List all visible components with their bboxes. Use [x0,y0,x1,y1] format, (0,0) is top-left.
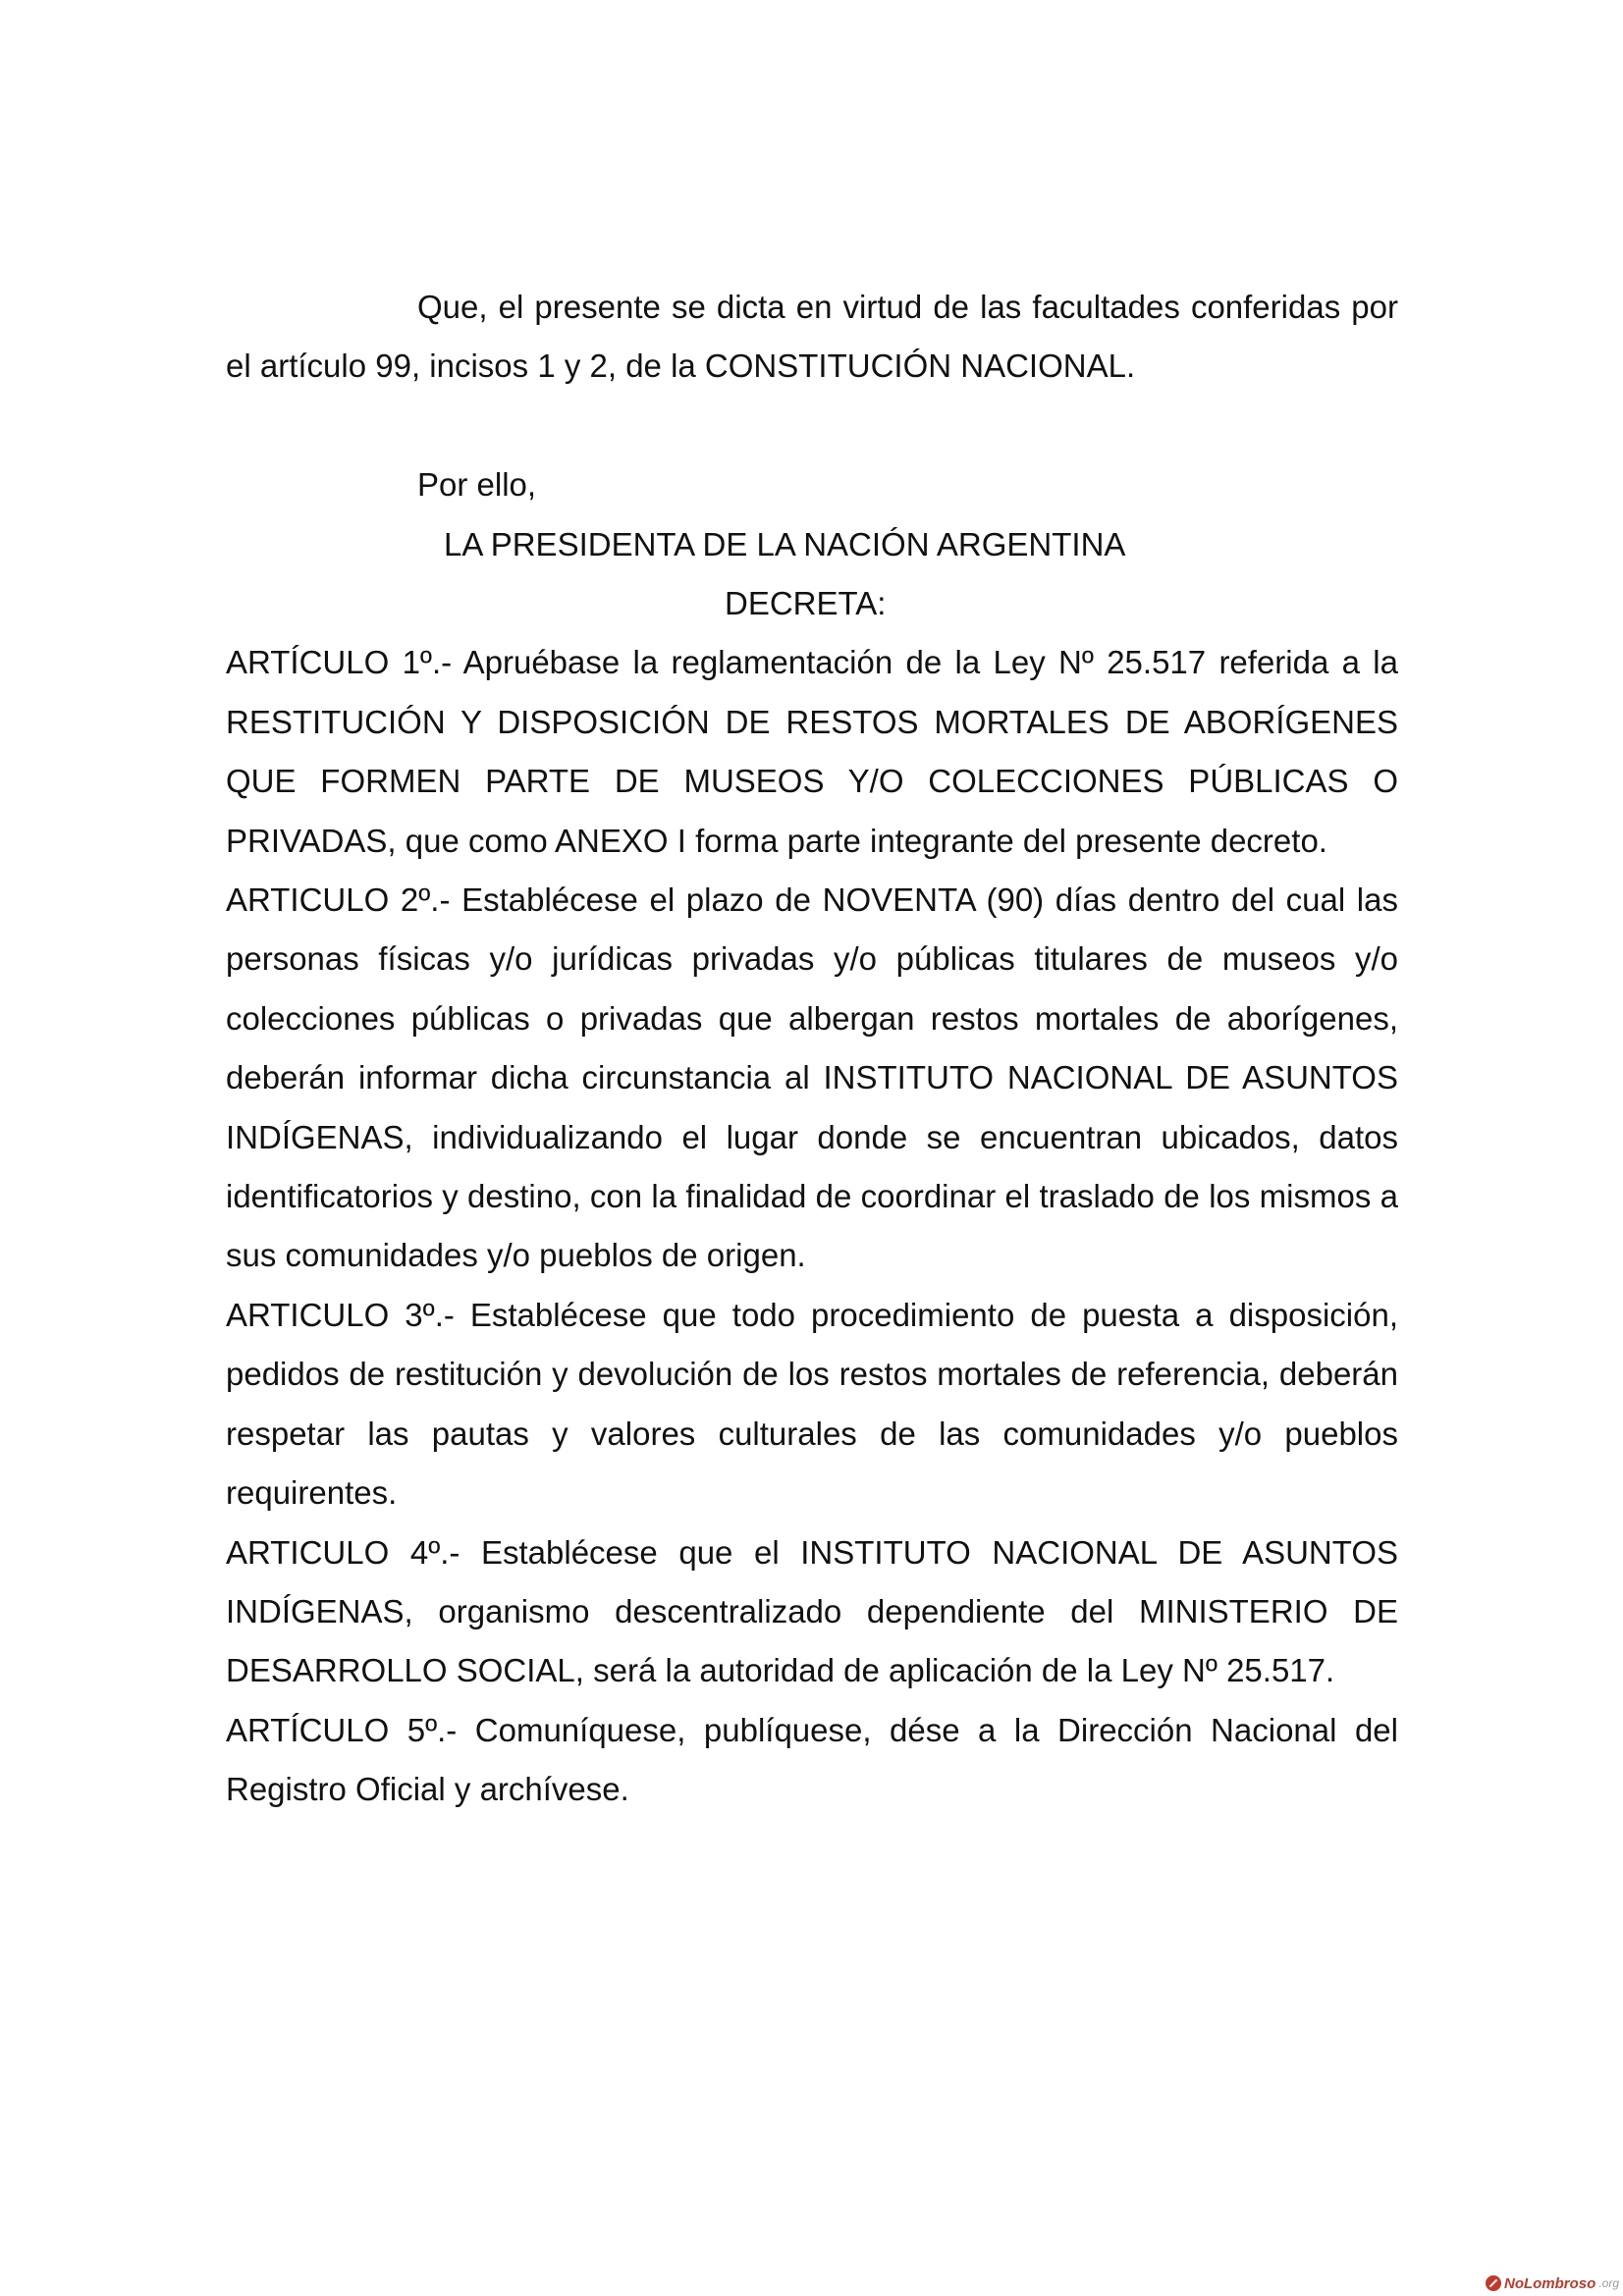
watermark [1486,2272,1619,2294]
watermark-brand: NoLombroso [1503,2274,1596,2292]
article-4: ARTICULO 4º.- Establécese que el INSTITUTO NACIONAL DE ASUNTOS INDÍGENAS, organismo descentralizado dependiente del MINISTERIO DE DESARROLLO SOCIAL, será la autoridad de aplicación de la Ley Nº 25.517. [226,1533,1398,1689]
decreta-heading: DECRETA: [725,585,887,622]
spacer [226,397,1398,455]
article-2: ARTICULO 2º.- Establécese el plazo de NOVENTA (90) días dentro del cual las personas físicas y/o jurídicas privadas y/o públicas titulares de museos y/o colecciones públicas o privadas que albergan restos mortales de aborígenes, deberán informar dicha circunstancia al INSTITUTO NACIONAL DE ASUNTOS INDÍGENAS, individualizando el lugar donde se encuentran ubicados, datos identificatorios y destino, con la finalidad de coordinar el traslado de los mismos a sus comunidades y/o pueblos de origen. [226,881,1398,1274]
article-5: ARTÍCULO 5º.- Comuníquese, publíquese, dése a la Dirección Nacional del Registro Oficial y archívese. [226,1711,1398,1808]
no-sign-icon [1486,2275,1501,2291]
document-page [226,278,1398,1820]
watermark-suffix: .org [1598,2276,1619,2290]
article-3: ARTICULO 3º.- Establécese que todo procedimiento de puesta a disposición, pedidos de restitución y devolución de los restos mortales de referencia, deberán respetar las pautas y valores culturales de las comunidades y/o pueblos requirentes. [226,1296,1398,1512]
considerando-paragraph: Que, el presente se dicta en virtud de las facultades conferidas por el artículo 99, incisos 1 y 2, de la CONSTITUCIÓN NACIONAL. [226,289,1398,385]
authority-heading: LA PRESIDENTA DE LA NACIÓN ARGENTINA [444,525,1126,562]
article-1: ARTÍCULO 1º.- Apruébase la reglamentación de la Ley Nº 25.517 referida a la RESTITUCIÓN Y DISPOSICIÓN DE RESTOS MORTALES DE ABORÍGENES QUE FORMEN PARTE DE MUSEOS Y/O COLECCIONES PÚBLICAS O PRIVADAS, que como ANEXO I forma parte integrante del presente decreto. [226,644,1398,859]
por-ello-text: Por ello, [417,466,537,504]
